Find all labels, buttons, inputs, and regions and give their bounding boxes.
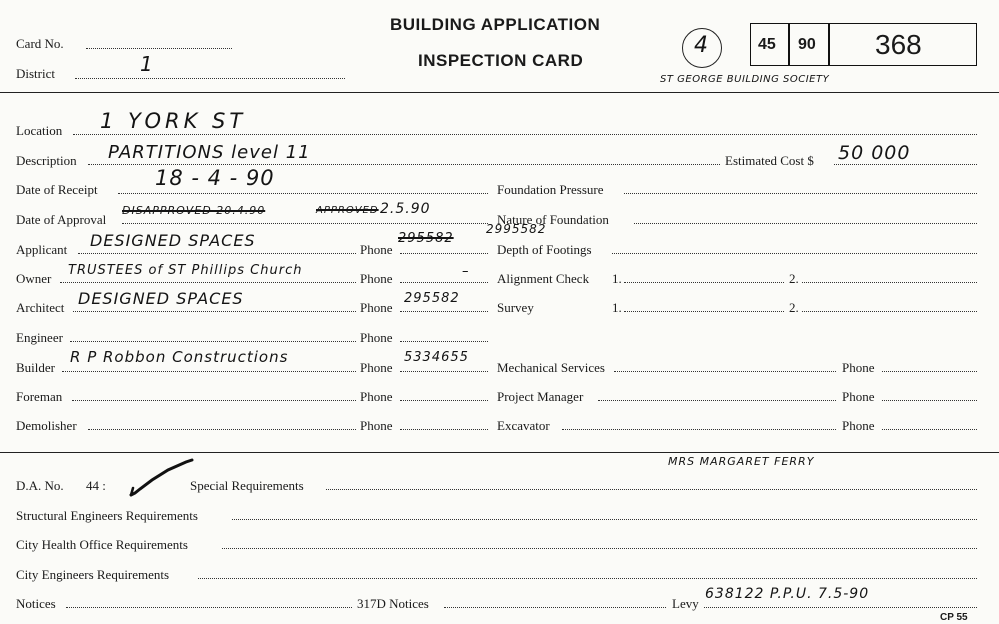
demolisher-phone-line	[400, 429, 488, 430]
district-value: 1	[140, 52, 154, 76]
builder-phone-value: 5334655	[404, 350, 469, 365]
nature-of-foundation-label: Nature of Foundation	[497, 212, 609, 227]
structural-requirements-label: Structural Engineers Requirements	[16, 508, 198, 523]
engineer-line	[70, 341, 356, 342]
card-no-label: Card No.	[16, 36, 64, 51]
da-no-label: D.A. No.	[16, 478, 64, 493]
owner-phone-line	[400, 282, 488, 283]
estimated-cost-value: 50 000	[838, 142, 911, 164]
header-divider	[0, 92, 999, 93]
date-of-approval-label: Date of Approval	[16, 212, 107, 227]
foundation-pressure-line	[624, 193, 977, 194]
depth-of-footings-label: Depth of Footings	[497, 242, 592, 257]
district-line	[75, 78, 345, 79]
description-line	[88, 164, 720, 165]
owner-line	[60, 282, 356, 283]
builder-value: R P Robbon Constructions	[70, 348, 289, 366]
project-manager-phone-line	[882, 400, 977, 401]
survey-line-1	[624, 311, 784, 312]
special-requirements-note: MRS MARGARET FERRY	[668, 455, 815, 468]
alignment-check-line-1	[624, 282, 784, 283]
check-mark-icon	[128, 458, 198, 498]
location-value: 1 YORK ST	[100, 109, 247, 133]
date-of-approval-approved-mark: APPROVED	[316, 205, 379, 216]
architect-label: Architect	[16, 300, 65, 315]
levy-label: Levy	[672, 596, 699, 611]
health-requirements-line	[222, 548, 977, 549]
survey-line-2	[802, 311, 977, 312]
estimated-cost-label: Estimated Cost $	[725, 153, 814, 168]
engineer-phone-line	[400, 341, 488, 342]
depth-of-footings-line	[612, 253, 977, 254]
city-engineers-requirements-line	[198, 578, 977, 579]
number-box-a-value: 45	[758, 36, 776, 53]
owner-phone-value: –	[462, 264, 470, 279]
form-code: CP 55	[940, 612, 968, 623]
title-line2: INSPECTION CARD	[418, 51, 584, 70]
card-no-line	[86, 48, 232, 49]
foreman-line	[72, 400, 356, 401]
applicant-line	[78, 253, 356, 254]
number-box-b	[788, 23, 830, 66]
foreman-phone-line	[400, 400, 488, 401]
project-manager-line	[598, 400, 836, 401]
date-of-approval-value: 2.5.90	[380, 201, 431, 217]
builder-line	[62, 371, 356, 372]
engineer-phone-label: Phone	[360, 330, 393, 345]
number-box-c-value: 368	[875, 29, 922, 60]
architect-phone-value: 295582	[404, 291, 460, 306]
nature-of-foundation-line	[634, 223, 977, 224]
date-of-receipt-label: Date of Receipt	[16, 182, 98, 197]
special-requirements-label: Special Requirements	[190, 478, 304, 493]
lower-divider	[0, 452, 999, 453]
builder-phone-line	[400, 371, 488, 372]
title-line1: BUILDING APPLICATION	[390, 15, 601, 34]
mechanical-services-phone-label: Phone	[842, 360, 875, 375]
alignment-check-label: Alignment Check	[497, 271, 590, 286]
excavator-phone-label: Phone	[842, 418, 875, 433]
notices-317d-label: 317D Notices	[357, 596, 429, 611]
owner-phone-label: Phone	[360, 271, 393, 286]
owner-label: Owner	[16, 271, 52, 286]
applicant-phone-struck: 295582	[398, 231, 454, 246]
mechanical-services-line	[614, 371, 836, 372]
levy-value: 638122 P.P.U. 7.5-90	[705, 586, 870, 602]
notices-line	[66, 607, 352, 608]
da-no-value: 44 :	[86, 478, 106, 493]
date-of-approval-line	[122, 223, 488, 224]
alignment-check-n1: 1.	[612, 271, 622, 286]
foreman-label: Foreman	[16, 389, 63, 404]
applicant-phone-line	[400, 253, 488, 254]
date-of-approval-struck-value: DISAPPROVED 20.4.90	[122, 204, 266, 217]
applicant-value: DESIGNED SPACES	[90, 231, 256, 250]
number-box-a	[750, 23, 790, 66]
header-handwritten-note: ST GEORGE BUILDING SOCIETY	[660, 74, 830, 85]
owner-value: TRUSTEES of ST Phillips Church	[68, 263, 303, 278]
demolisher-label: Demolisher	[16, 418, 77, 433]
mechanical-services-label: Mechanical Services	[497, 360, 605, 375]
excavator-label: Excavator	[497, 418, 550, 433]
engineer-label: Engineer	[16, 330, 63, 345]
health-requirements-label: City Health Office Requirements	[16, 537, 188, 552]
circled-number-value: 4	[694, 33, 709, 58]
alignment-check-n2: 2.	[789, 271, 799, 286]
structural-requirements-line	[232, 519, 977, 520]
applicant-phone-value: 2995582	[486, 222, 547, 236]
survey-n2: 2.	[789, 300, 799, 315]
builder-phone-label: Phone	[360, 360, 393, 375]
description-value: PARTITIONS level 11	[108, 142, 311, 163]
mechanical-services-phone-line	[882, 371, 977, 372]
date-of-receipt-line	[118, 193, 488, 194]
applicant-label: Applicant	[16, 242, 68, 257]
district-label: District	[16, 66, 55, 81]
applicant-phone-label: Phone	[360, 242, 393, 257]
notices-label: Notices	[16, 596, 56, 611]
city-engineers-requirements-label: City Engineers Requirements	[16, 567, 170, 582]
foreman-phone-label: Phone	[360, 389, 393, 404]
survey-label: Survey	[497, 300, 534, 315]
foundation-pressure-label: Foundation Pressure	[497, 182, 604, 197]
special-requirements-line	[326, 489, 977, 490]
architect-phone-line	[400, 311, 488, 312]
architect-phone-label: Phone	[360, 300, 393, 315]
project-manager-label: Project Manager	[497, 389, 584, 404]
demolisher-phone-label: Phone	[360, 418, 393, 433]
circled-number	[682, 28, 722, 68]
date-of-receipt-value: 18 - 4 - 90	[155, 166, 275, 190]
survey-n1: 1.	[612, 300, 622, 315]
architect-line	[73, 311, 356, 312]
description-label: Description	[16, 153, 77, 168]
alignment-check-line-2	[802, 282, 977, 283]
builder-label: Builder	[16, 360, 55, 375]
estimated-cost-line	[834, 164, 977, 165]
architect-value: DESIGNED SPACES	[78, 289, 244, 308]
number-box-b-value: 90	[798, 36, 816, 53]
demolisher-line	[88, 429, 356, 430]
number-box-c	[828, 23, 977, 66]
excavator-phone-line	[882, 429, 977, 430]
excavator-line	[562, 429, 836, 430]
levy-line	[704, 607, 977, 608]
location-label: Location	[16, 123, 63, 138]
notices-317d-line	[444, 607, 666, 608]
location-line	[73, 134, 977, 135]
project-manager-phone-label: Phone	[842, 389, 875, 404]
